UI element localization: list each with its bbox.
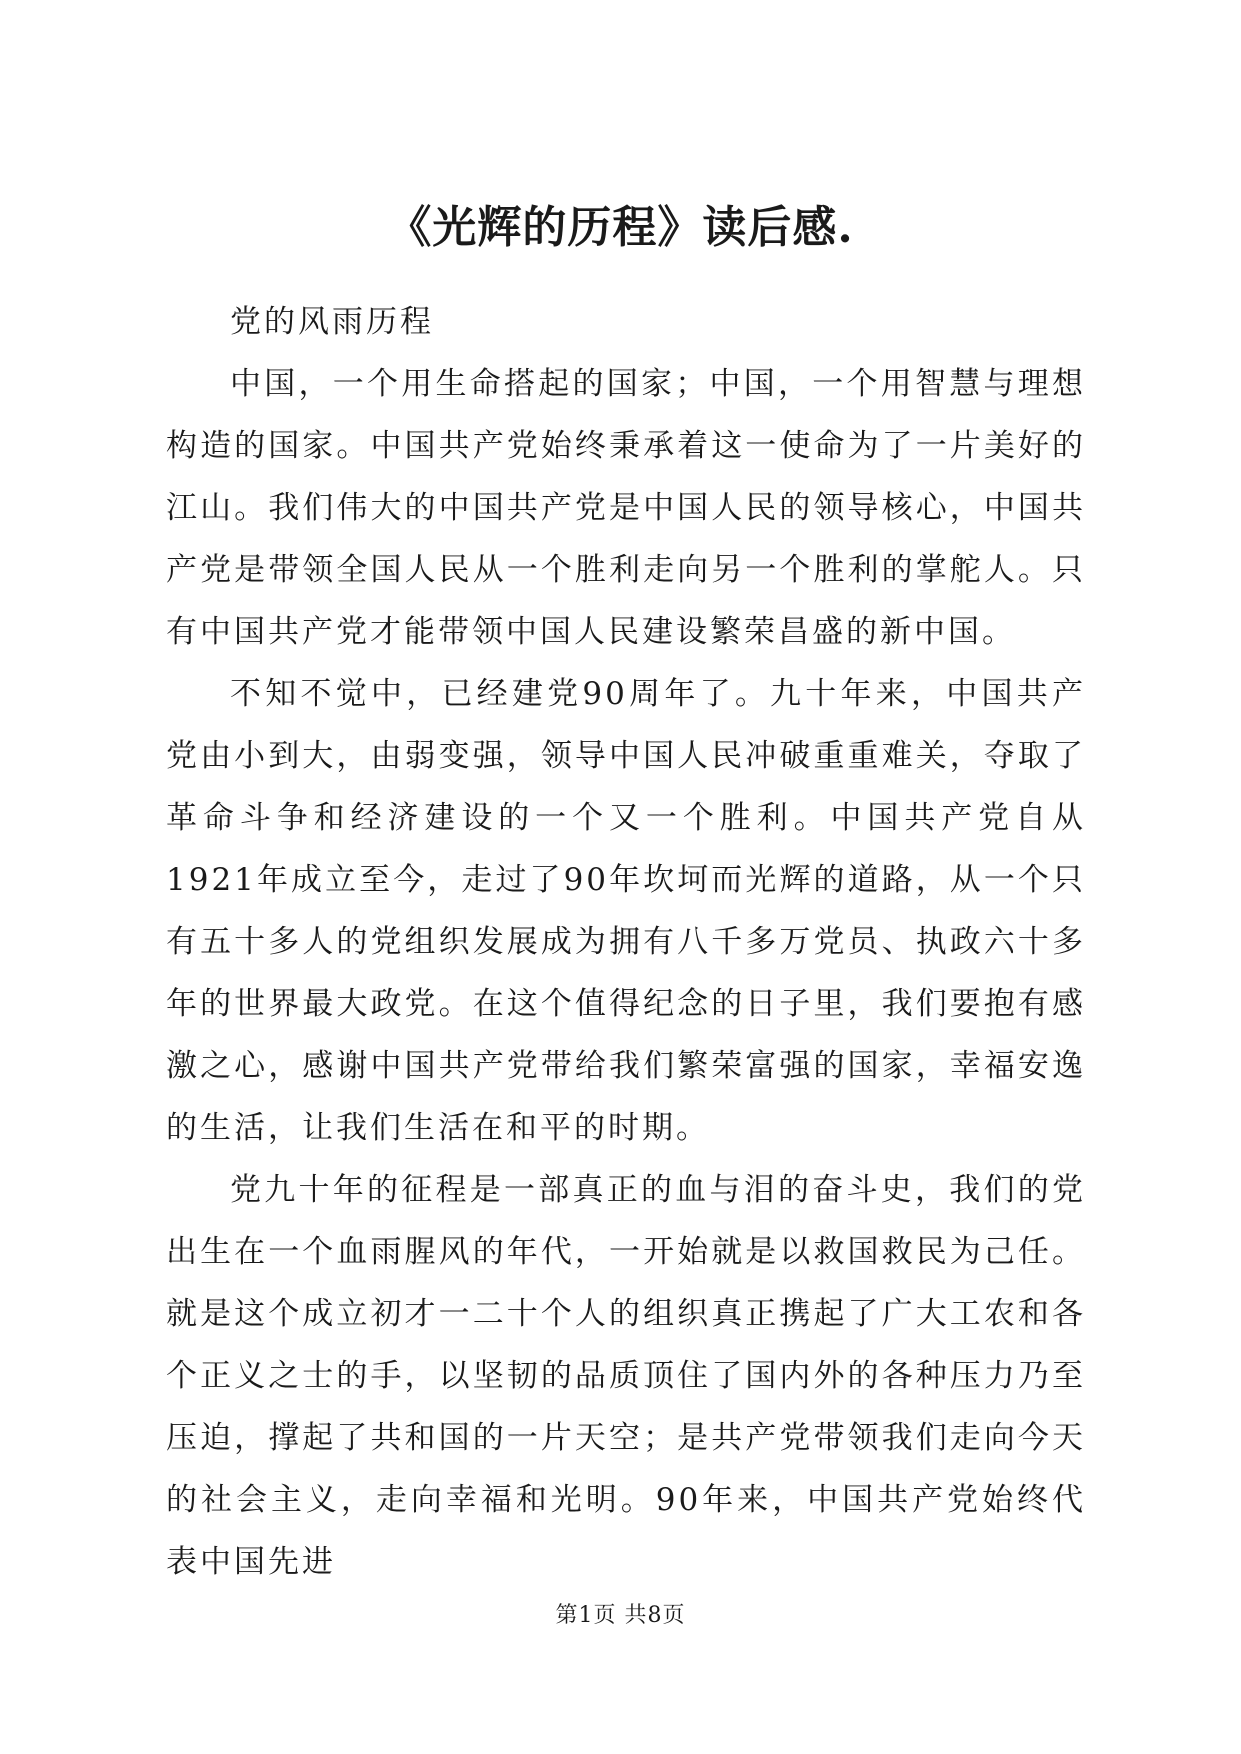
paragraph-2: 不知不觉中，已经建党90周年了。九十年来，中国共产党由小到大，由弱变强，领导中国人民冲破重重难关，夺取了革命斗争和经济建设的一个又一个胜利。中国共产党自从1921年成立至今，走过了90年坎坷而光辉的道路，从一个只有五十多人的党组织发展成为拥有八千多万党员、执政六十多年的世界最大政党。在这个值得纪念的日子里，我们要抱有感激之心，感谢中国共产党带给我们繁荣富强的国家，幸福安逸的生活，让我们生活在和平的时期。 [166, 676, 1086, 1146]
document-title: 《光辉的历程》读后感. [387, 202, 854, 253]
paragraph-1: 中国，一个用生命搭起的国家；中国，一个用智慧与理想构造的国家。中国共产党始终秉承着这一使命为了一片美好的江山。我们伟大的中国共产党是中国人民的领导核心，中国共产党是带领全国人民从一个胜利走向另一个胜利的掌舵人。只有中国共产党才能带领中国人民建设繁荣昌盛的新中国。 [166, 366, 1086, 650]
page-number-footer: 第1页 共8页 [555, 1603, 686, 1628]
document-body [166, 291, 1086, 1593]
paragraph-3: 党九十年的征程是一部真正的血与泪的奋斗史，我们的党出生在一个血雨腥风的年代，一开始就是以救国救民为己任。就是这个成立初才一二十个人的组织真正携起了广大工农和各个正义之士的手，以坚韧的品质顶住了国内外的各种压力乃至压迫，撑起了共和国的一片天空；是共产党带领我们走向今天的社会主义，走向幸福和光明。90年来，中国共产党始终代表中国先进 [166, 1172, 1086, 1580]
section-heading: 党的风雨历程 [230, 304, 434, 340]
